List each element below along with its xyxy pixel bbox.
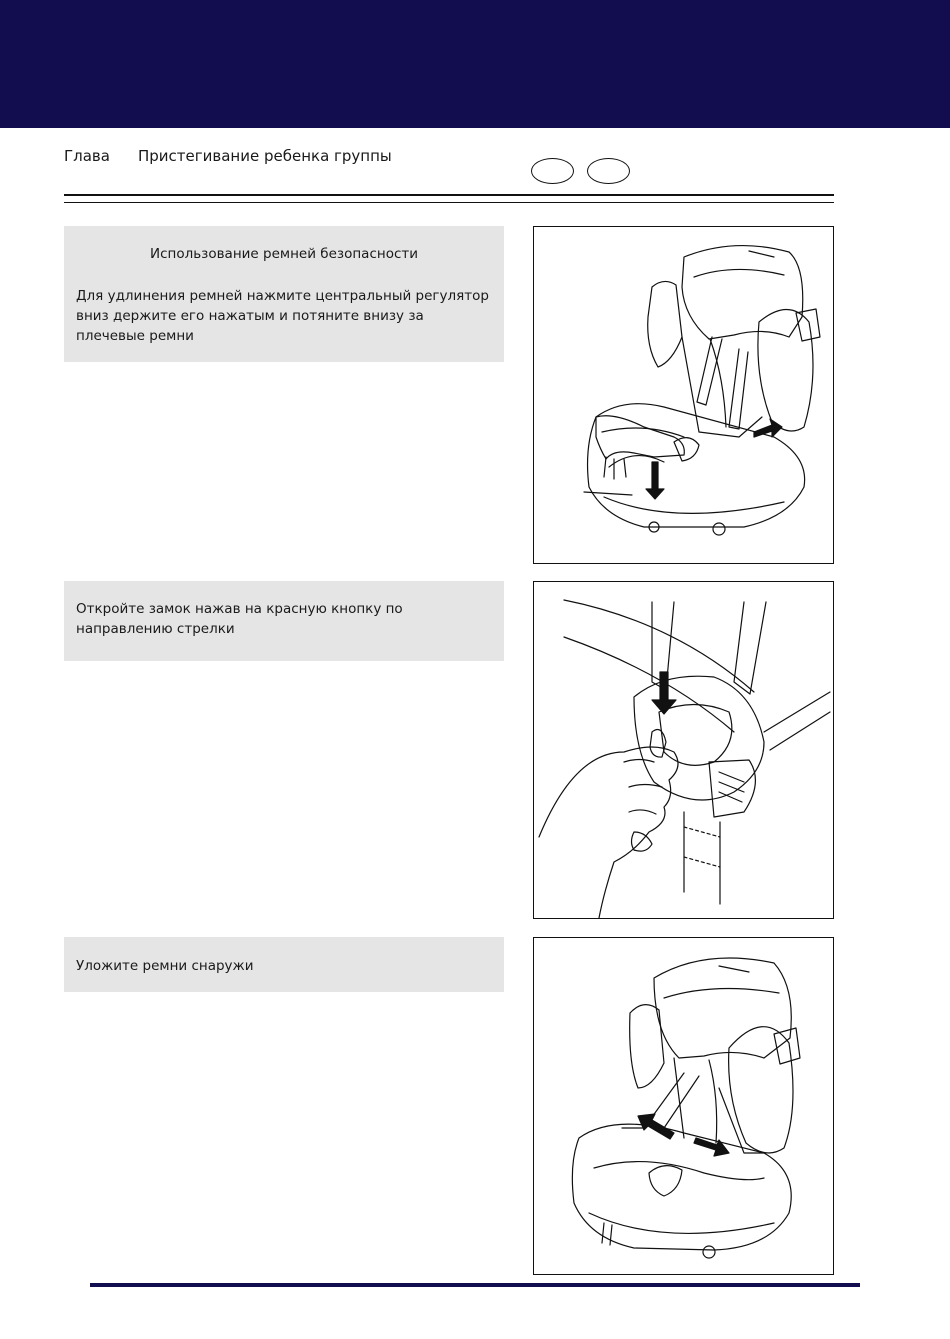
section-heading: Использование ремней безопасности [149, 246, 419, 262]
header-rule-thin [64, 202, 834, 203]
chapter-label: Глава [64, 147, 110, 165]
instruction-text-1: Для удлинения ремней нажмите центральный регулятор вниз держите его нажатым и потяните внизу за плечевые ремни [76, 288, 489, 344]
instruction-box-2 [64, 581, 504, 661]
oval-left-icon [531, 158, 574, 184]
instruction-box-1 [64, 226, 504, 362]
header-rule-thick [64, 194, 834, 196]
instruction-box-3 [64, 937, 504, 992]
instruction-text-2: Откройте замок нажав на красную кнопку по направлению стрелки [76, 601, 403, 637]
buckle-release-illustration [533, 581, 834, 919]
header-band [0, 0, 950, 128]
instruction-text-3: Уложите ремни снаружи [76, 958, 254, 974]
seat-strap-adjust-illustration [533, 226, 834, 564]
oval-right-icon [587, 158, 630, 184]
language-ovals [531, 158, 643, 188]
straps-outside-illustration [533, 937, 834, 1275]
footer-rule [90, 1283, 860, 1287]
chapter-title: Пристегивание ребенка группы [138, 147, 392, 165]
